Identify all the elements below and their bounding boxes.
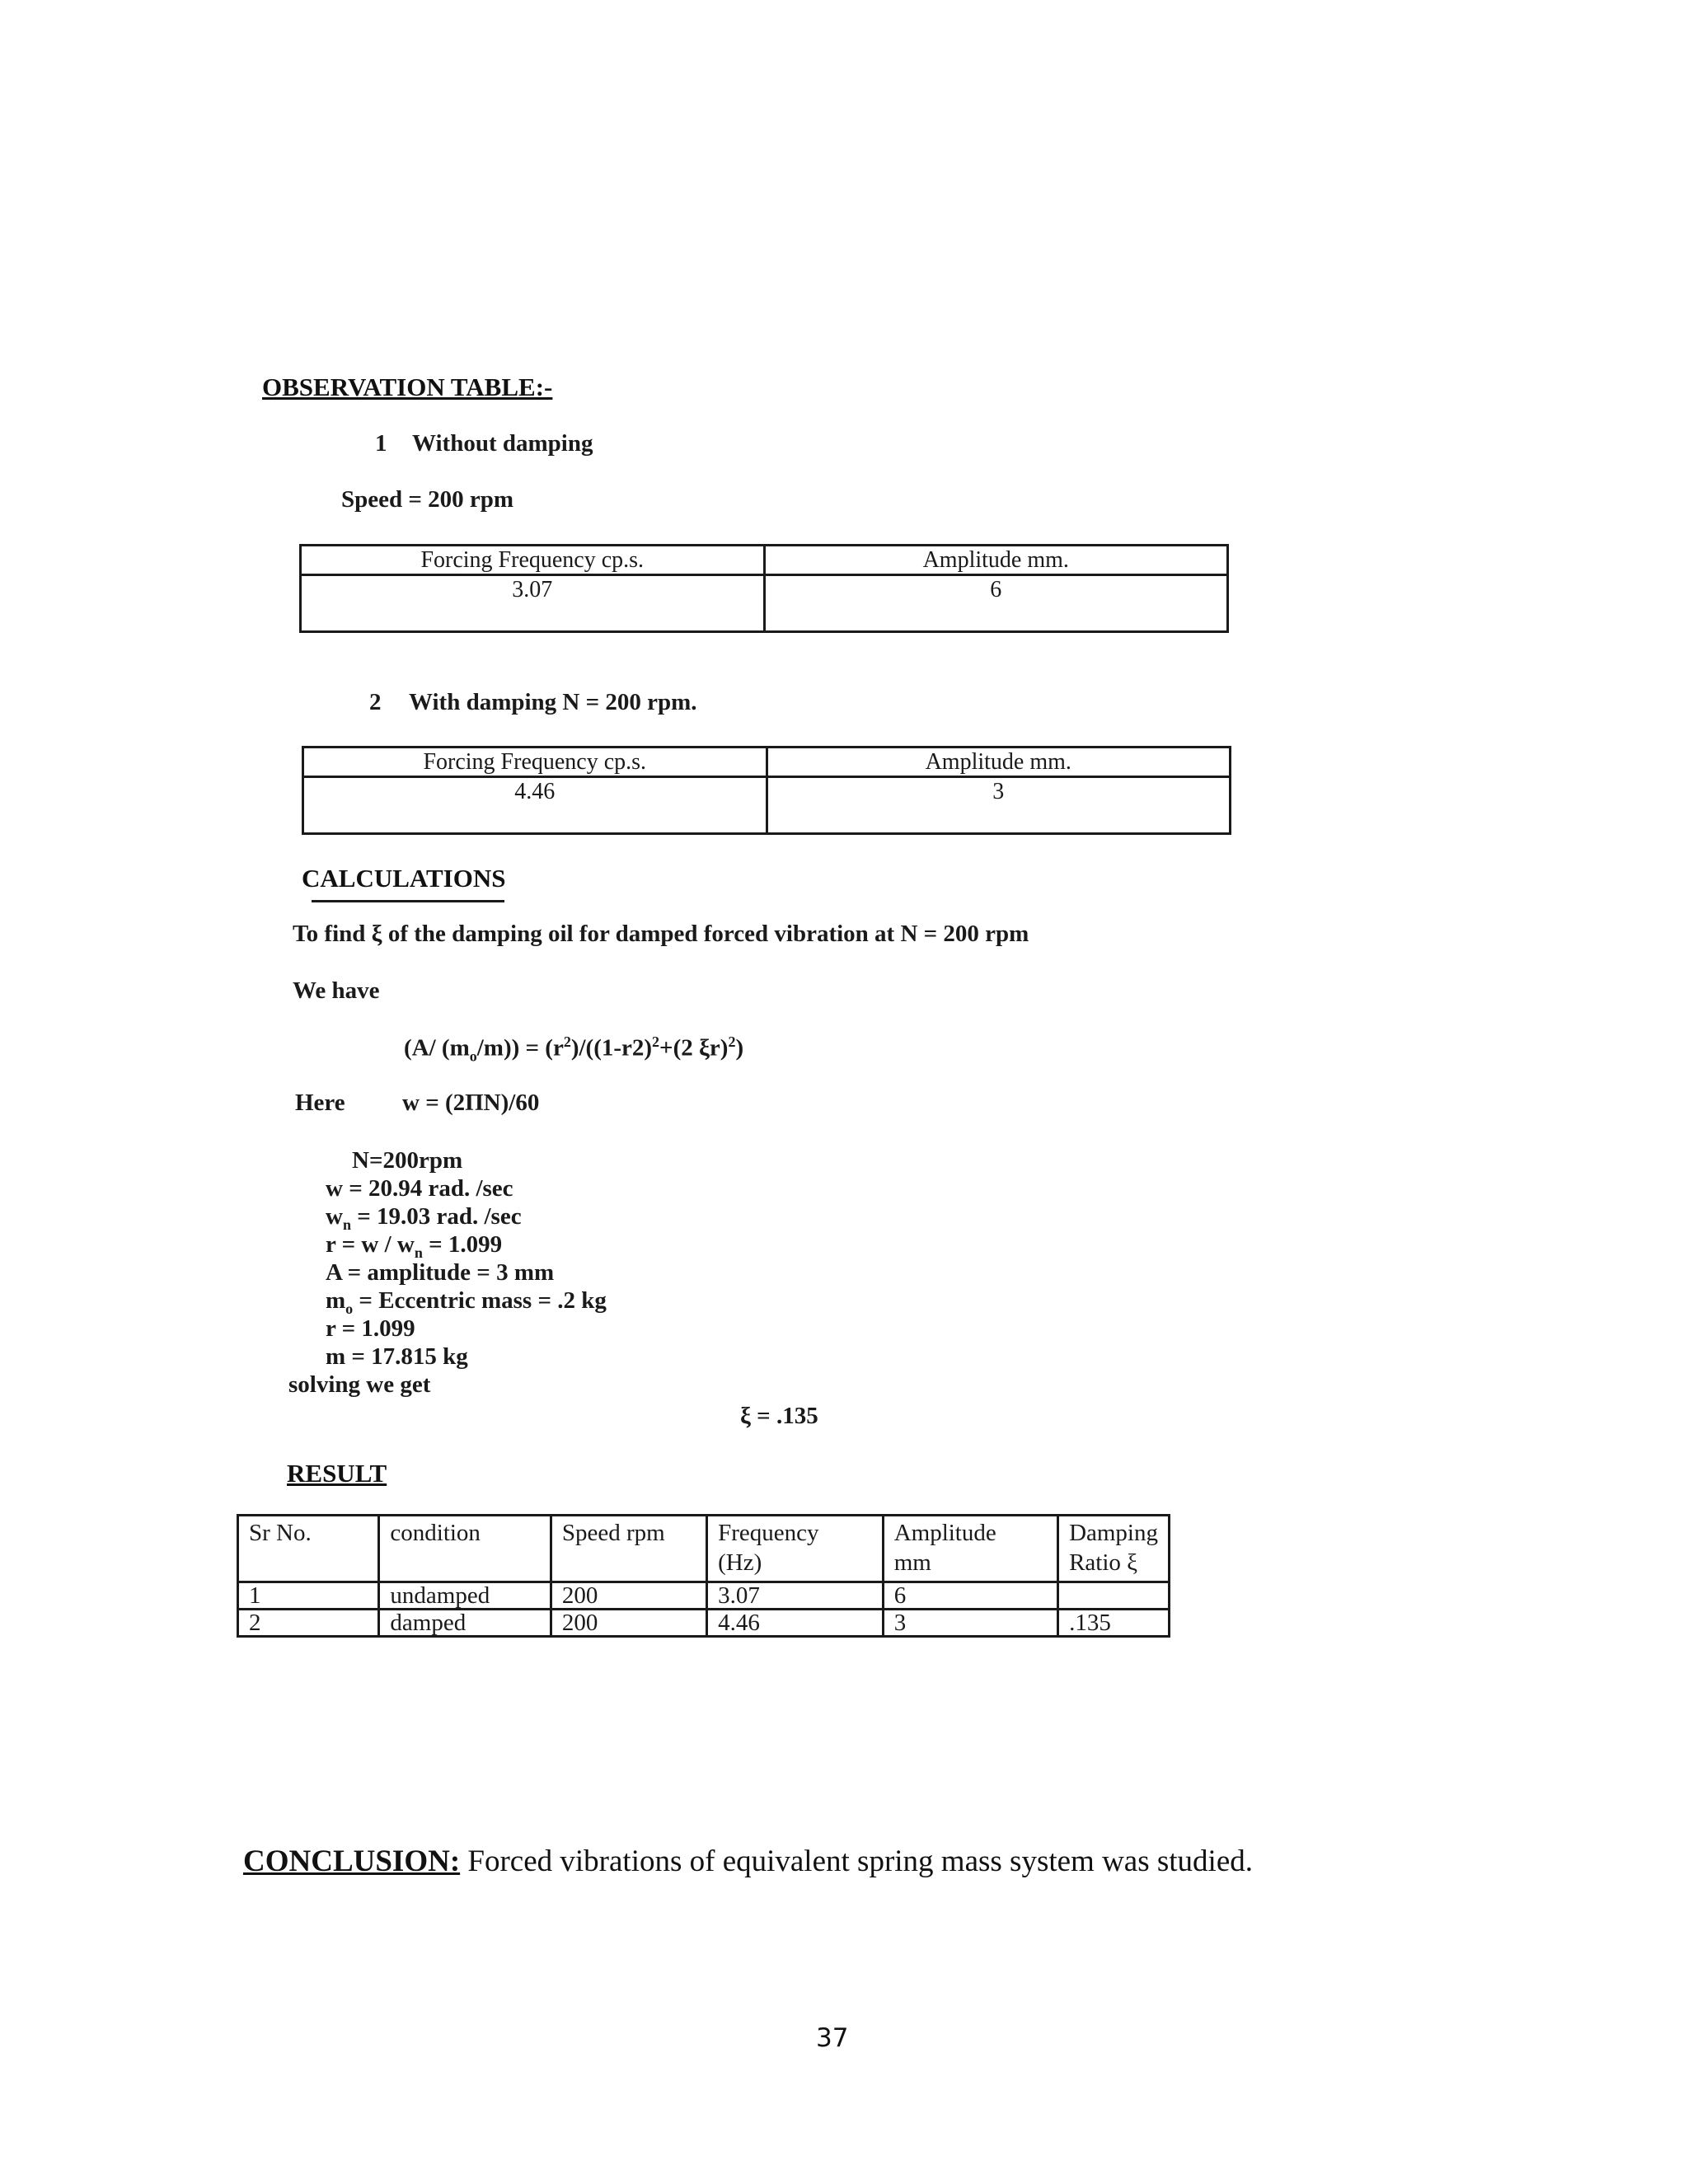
table2-frequency-value: 4.46 (303, 777, 767, 834)
calc-line-w: w = 20.94 rad. /sec (326, 1175, 513, 1202)
case-1-number: 1 (375, 430, 387, 457)
we-have-label: We have (293, 977, 380, 1004)
result-header-row (238, 1516, 1170, 1582)
calc-line-n: N=200rpm (352, 1147, 463, 1174)
table2-header-frequency: Forcing Frequency cp.s. (303, 748, 767, 777)
here-label: Here (295, 1090, 345, 1116)
cell-sr: 1 (238, 1582, 379, 1610)
cell-frequency: 4.46 (707, 1610, 884, 1637)
page-number: 37 (816, 2023, 849, 2053)
observation-table-2 (302, 746, 1231, 835)
calc-line-r: $r = w / w_n = 1.099$ (326, 1231, 503, 1261)
result-header-sr: Sr No. (238, 1516, 379, 1582)
table1-header-frequency: Forcing Frequency cp.s. (301, 546, 765, 575)
calc-line-r2: r = 1.099 (326, 1315, 415, 1342)
observation-table-1 (299, 544, 1229, 633)
calculations-heading: CALCULATIONS (302, 864, 506, 893)
calculations-intro: To find ξ of the damping oil for damped forced vibration at N = 200 rpm (293, 921, 1029, 947)
case-2-label: With damping N = 200 rpm. (409, 689, 697, 715)
table-row (238, 1610, 1170, 1637)
cell-damping: .135 (1058, 1610, 1170, 1637)
speed-line: Speed = 200 rpm (341, 486, 514, 513)
w-formula: w = (2ΠN)/60 (402, 1090, 540, 1116)
calc-line-wn: $w_n = 19.03$ rad. /sec (326, 1203, 522, 1233)
result-table (237, 1514, 1170, 1638)
result-heading: RESULT (287, 1459, 387, 1488)
main-formula: (A/ $(m_o/m)) = (r^2)/((1-r2)^2+(2$ ξr)$^2$) (404, 1033, 744, 1065)
result-header-damping: Damping Ratio ξ (1058, 1516, 1170, 1582)
result-header-condition: condition (379, 1516, 551, 1582)
cell-damping (1058, 1582, 1170, 1610)
cell-amplitude: 3 (883, 1610, 1057, 1637)
calc-line-solving: solving we get (288, 1371, 431, 1398)
table2-amplitude-value: 3 (767, 777, 1231, 834)
table1-amplitude-value: 6 (764, 575, 1228, 632)
cell-frequency: 3.07 (707, 1582, 884, 1610)
table2-header-amplitude: Amplitude mm. (767, 748, 1231, 777)
conclusion (243, 1844, 1253, 1879)
result-header-frequency: Frequency (Hz) (707, 1516, 884, 1582)
case-2-number: 2 (369, 689, 382, 715)
conclusion-label: CONCLUSION: (243, 1844, 461, 1878)
cell-sr: 2 (238, 1610, 379, 1637)
calculations-underline (312, 900, 504, 902)
result-header-speed: Speed rpm (551, 1516, 706, 1582)
case-1-label: Without damping (412, 430, 593, 457)
conclusion-text: Forced vibrations of equivalent spring mass system was studied. (467, 1844, 1253, 1878)
xi-result: ξ = .135 (740, 1403, 818, 1429)
calc-line-mo: $m_o$ = Eccentric mass = .2 kg (326, 1287, 607, 1317)
cell-speed: 200 (551, 1610, 706, 1637)
cell-condition: undamped (379, 1582, 551, 1610)
result-header-amplitude: Amplitude mm (883, 1516, 1057, 1582)
cell-speed: 200 (551, 1582, 706, 1610)
cell-amplitude: 6 (883, 1582, 1057, 1610)
calc-line-m: m = 17.815 kg (326, 1343, 468, 1370)
table-row (238, 1582, 1170, 1610)
table1-frequency-value: 3.07 (301, 575, 765, 632)
cell-condition: damped (379, 1610, 551, 1637)
calc-line-amplitude: A = amplitude = 3 mm (326, 1259, 555, 1286)
table1-header-amplitude: Amplitude mm. (764, 546, 1228, 575)
observation-heading: OBSERVATION TABLE:- (262, 373, 553, 401)
